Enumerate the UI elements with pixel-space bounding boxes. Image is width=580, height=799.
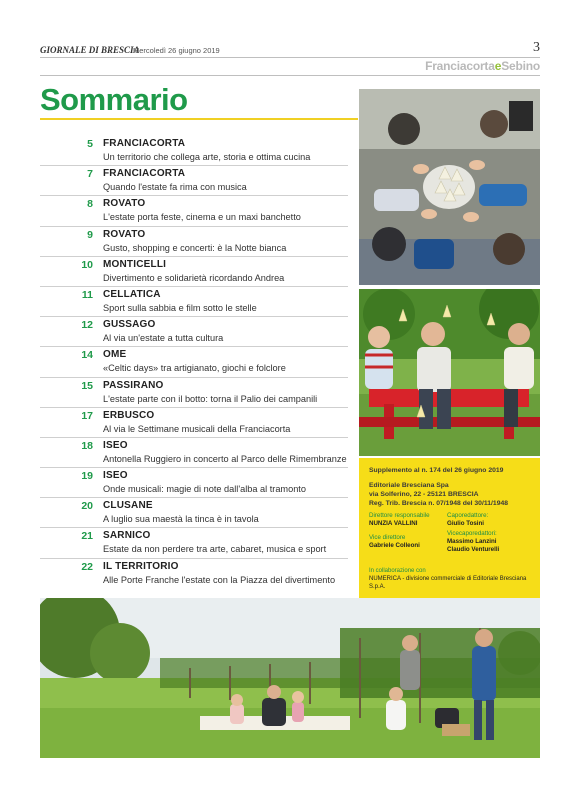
toc-page-number: 12 bbox=[81, 319, 93, 332]
toc-page-number: 22 bbox=[81, 560, 93, 573]
toc-location: IL TERRITORIO bbox=[103, 560, 179, 572]
toc-item[interactable] bbox=[40, 438, 348, 468]
editorial-info-box bbox=[359, 458, 540, 598]
toc-description: Un territorio che collega arte, storia e ottima cucina bbox=[103, 152, 311, 162]
collaboration-note bbox=[369, 567, 540, 591]
toc-item[interactable] bbox=[40, 408, 348, 438]
section-divider bbox=[40, 75, 540, 76]
section-name-b: Sebino bbox=[501, 59, 540, 73]
page-number: 3 bbox=[533, 40, 540, 55]
collaboration-name: NUMERICA - divisione commerciale di Editoriale Bresciana S.p.A. bbox=[369, 576, 527, 590]
toc-description: Alle Porte Franche l'estate con la Piazza del divertimento bbox=[103, 574, 336, 585]
toc-location: CELLATICA bbox=[103, 288, 161, 300]
toc-description: Divertimento e solidarietà ricordando Andrea bbox=[103, 272, 285, 283]
toc-description: Estate da non perdere tra arte, cabaret, musica e sport bbox=[103, 544, 327, 555]
supplement-line: Supplemento al n. 174 del 26 giugno 2019 bbox=[369, 467, 504, 474]
vice-editors-role: Vicecaporedattori: bbox=[447, 530, 497, 537]
toc-item[interactable] bbox=[40, 227, 348, 257]
toc-description: Al via un'estate a tutta cultura bbox=[103, 333, 224, 344]
toc-description: Sport sulla sabbia e film sotto le stelle bbox=[103, 302, 257, 313]
section-name bbox=[425, 59, 540, 73]
vice-director-role: Vice direttore bbox=[369, 534, 406, 541]
toc-description: Antonella Ruggiero in concerto al Parco delle Rimembranze bbox=[103, 453, 347, 464]
toc-item[interactable] bbox=[40, 136, 348, 166]
vice-editor-name: Massimo Lanzini bbox=[447, 538, 497, 545]
address-line: via Solferino, 22 - 25121 BRESCIA bbox=[369, 491, 479, 498]
toc-page-number: 18 bbox=[81, 439, 93, 452]
toc-page-number: 8 bbox=[87, 198, 93, 211]
toc-location: ISEO bbox=[103, 470, 128, 482]
section-name-e: e bbox=[494, 59, 502, 73]
director-role: Direttore responsabile bbox=[369, 512, 430, 519]
toc-location: ISEO bbox=[103, 439, 128, 451]
director-name: NUNZIA VALLINI bbox=[369, 520, 418, 527]
toc-page-number: 20 bbox=[81, 500, 93, 513]
issue-date: Mercoledì 26 giugno 2019 bbox=[133, 46, 220, 55]
toc-location: MONTICELLI bbox=[103, 258, 167, 270]
toc-item[interactable] bbox=[40, 166, 348, 196]
toc-description: L'estate parte con il botto: torna il Palio dei campanili bbox=[103, 393, 318, 404]
toc-description: Quando l'estate fa rima con musica bbox=[103, 182, 247, 193]
toc-page-number: 19 bbox=[81, 470, 93, 483]
toc-item[interactable] bbox=[40, 468, 348, 498]
toc-item[interactable] bbox=[40, 196, 348, 226]
registration-line: Reg. Trib. Brescia n. 07/1948 del 30/11/1948 bbox=[369, 500, 509, 507]
toc-description: A luglio sua maestà la tinca è in tavola bbox=[103, 514, 259, 525]
page-title: Sommario bbox=[40, 82, 188, 117]
toc-page-number: 15 bbox=[81, 379, 93, 392]
friends-toast-photo bbox=[359, 289, 540, 456]
editor-name: Giulio Tosini bbox=[447, 520, 485, 527]
toc-location: GUSSAGO bbox=[103, 319, 156, 331]
vice-editor-name: Claudio Venturelli bbox=[447, 546, 500, 553]
toc-location: OME bbox=[103, 349, 127, 361]
toc-page-number: 5 bbox=[87, 138, 93, 150]
publisher-line: Editoriale Bresciana Spa bbox=[369, 482, 449, 489]
toc-location: ERBUSCO bbox=[103, 409, 155, 421]
toc-description: L'estate porta feste, cinema e un maxi banchetto bbox=[103, 212, 301, 223]
toc-page-number: 17 bbox=[81, 409, 93, 422]
staff-columns bbox=[369, 512, 530, 572]
newspaper-name: GIORNALE DI BRESCIA bbox=[40, 45, 140, 55]
toc-item[interactable] bbox=[40, 347, 348, 377]
toc-location: PASSIRANO bbox=[103, 379, 164, 391]
toc-item[interactable] bbox=[40, 559, 348, 589]
toc-item[interactable] bbox=[40, 378, 348, 408]
toc-page-number: 9 bbox=[87, 228, 93, 241]
toast-overhead-photo bbox=[359, 89, 540, 285]
toc-description: Onde musicali: magie di note dall'alba al tramonto bbox=[103, 484, 306, 495]
toc-description: Gusto, shopping e concerti: è la Notte bianca bbox=[103, 242, 287, 253]
toc-location: ROVATO bbox=[103, 198, 146, 210]
section-name-a: Franciacorta bbox=[425, 59, 495, 73]
toc-page-number: 11 bbox=[81, 288, 93, 301]
toc-location: FRANCIACORTA bbox=[103, 138, 186, 149]
title-underline bbox=[40, 118, 358, 120]
toc-location: SARNICO bbox=[103, 530, 151, 542]
masthead-divider bbox=[40, 57, 540, 58]
toc-location: FRANCIACORTA bbox=[103, 168, 186, 180]
toc-page-number: 10 bbox=[81, 258, 93, 271]
toc-item[interactable] bbox=[40, 528, 348, 558]
toc-location: ROVATO bbox=[103, 228, 146, 240]
toc-item[interactable] bbox=[40, 317, 348, 347]
toc-description: «Celtic days» tra artigianato, giochi e folclore bbox=[103, 363, 286, 374]
toc-item[interactable] bbox=[40, 287, 348, 317]
table-of-contents bbox=[40, 136, 348, 589]
toc-item[interactable] bbox=[40, 498, 348, 528]
vineyard-picnic-photo bbox=[40, 598, 540, 758]
collaboration-role: In collaborazione con bbox=[369, 568, 426, 574]
toc-location: CLUSANE bbox=[103, 500, 153, 512]
editor-role: Caporedattore: bbox=[447, 512, 489, 519]
toc-description: Al via le Settimane musicali della Franciacorta bbox=[103, 423, 291, 434]
vice-director-name: Gabriele Colleoni bbox=[369, 542, 420, 549]
toc-item[interactable] bbox=[40, 257, 348, 287]
toc-page-number: 14 bbox=[81, 349, 93, 362]
toc-page-number: 7 bbox=[87, 168, 93, 181]
toc-page-number: 21 bbox=[81, 530, 93, 543]
